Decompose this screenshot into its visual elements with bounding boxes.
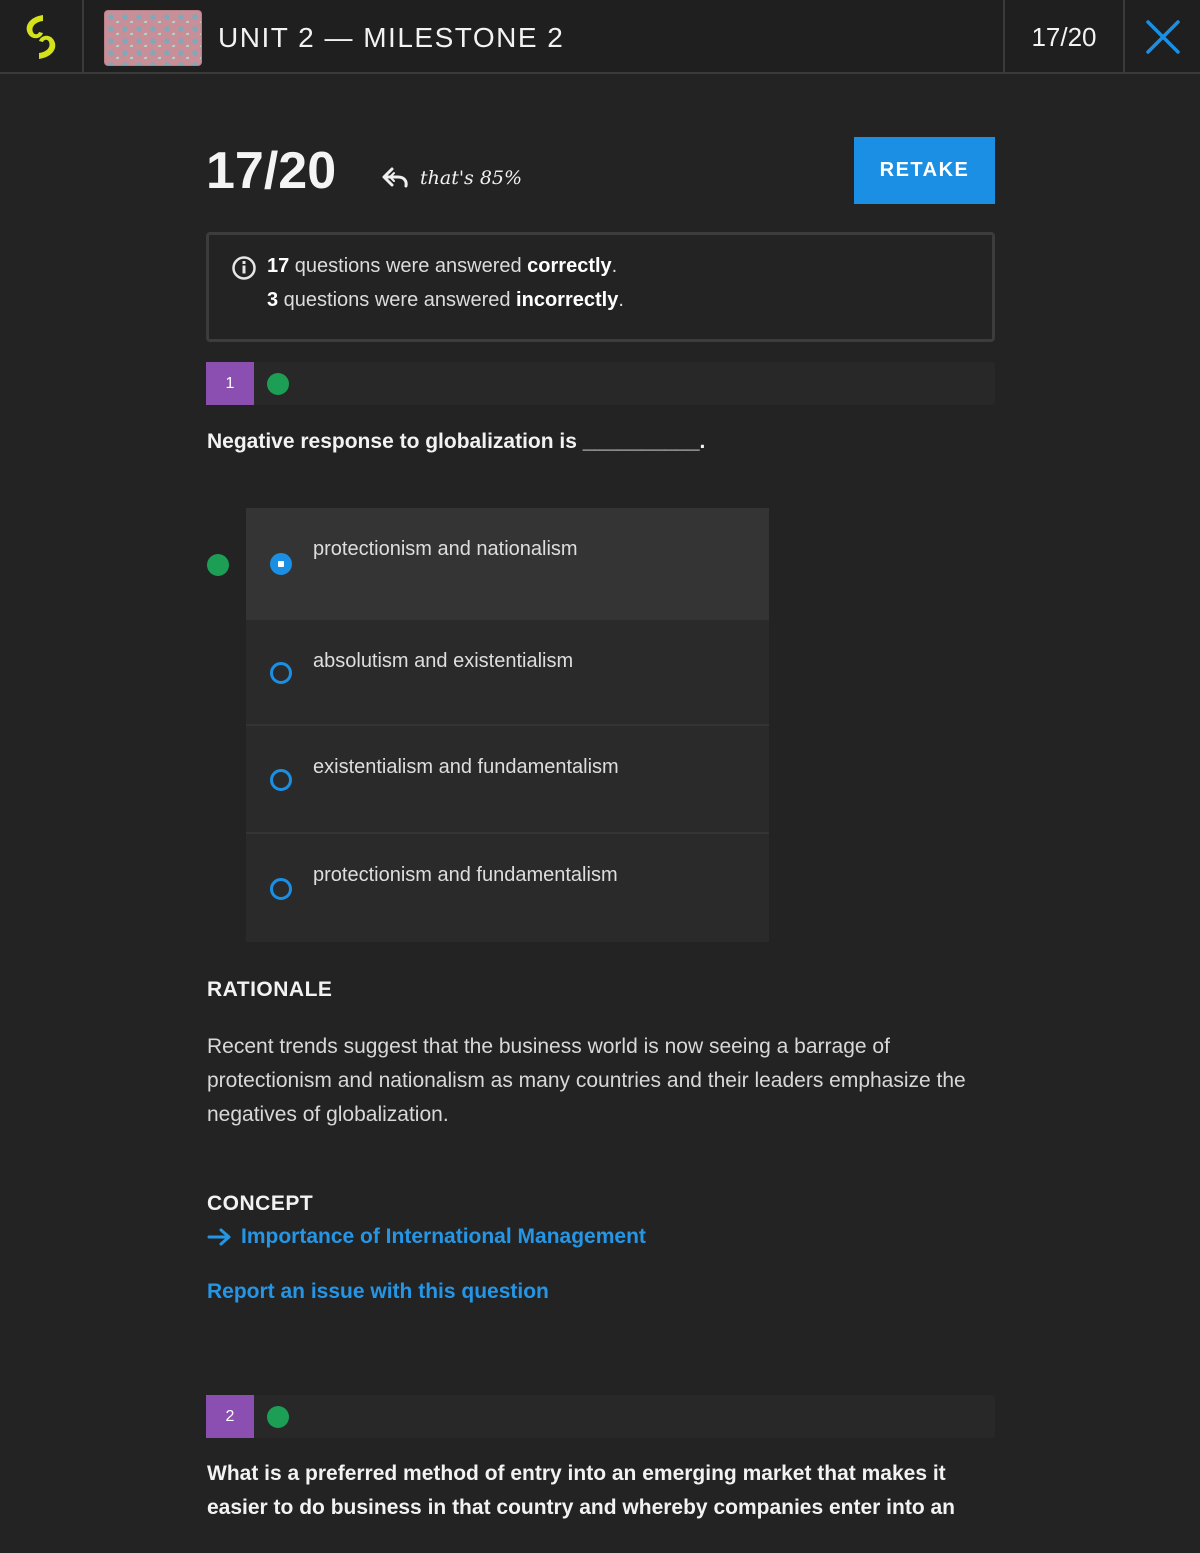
report-issue-link[interactable]: Report an issue with this question bbox=[207, 1280, 549, 1303]
arrow-right-icon bbox=[207, 1227, 233, 1247]
percent-note bbox=[380, 162, 522, 194]
concept-link-text[interactable]: Importance of International Management bbox=[241, 1225, 646, 1248]
correct-status-icon bbox=[267, 1406, 289, 1428]
logo[interactable] bbox=[0, 0, 84, 74]
option-label: protectionism and fundamentalism bbox=[313, 864, 618, 886]
question-1-number: 1 bbox=[206, 362, 254, 405]
question-2-header bbox=[206, 1395, 995, 1438]
unit-title: UNIT 2 — MILESTONE 2 bbox=[218, 22, 565, 53]
summary-correct-line: 17 questions were answered correctly. bbox=[267, 255, 618, 277]
close-button[interactable] bbox=[1125, 0, 1200, 74]
option-label: existentialism and fundamentalism bbox=[313, 756, 619, 778]
question-2-number: 2 bbox=[206, 1395, 254, 1438]
result-score: 17/20 bbox=[206, 142, 337, 200]
question-1-text: Negative response to globalization is __________. bbox=[207, 430, 706, 453]
question-1-header bbox=[206, 362, 995, 405]
radio-icon[interactable] bbox=[270, 662, 292, 684]
option-label: protectionism and nationalism bbox=[313, 538, 578, 560]
close-icon bbox=[1145, 19, 1181, 55]
option-label: absolutism and existentialism bbox=[313, 650, 574, 672]
concept-link[interactable] bbox=[207, 1222, 646, 1252]
answer-option-1[interactable] bbox=[246, 508, 769, 620]
concept-heading: CONCEPT bbox=[207, 1192, 314, 1215]
correct-status-icon bbox=[267, 373, 289, 395]
radio-icon[interactable] bbox=[270, 769, 292, 791]
answer-option-4[interactable] bbox=[246, 834, 769, 942]
radio-icon[interactable] bbox=[270, 878, 292, 900]
course-thumbnail bbox=[104, 10, 202, 66]
radio-selected-icon[interactable] bbox=[270, 553, 292, 575]
correct-answer-icon bbox=[207, 554, 229, 576]
rationale-heading: RATIONALE bbox=[207, 978, 333, 1001]
sophia-logo-icon bbox=[21, 13, 61, 61]
answer-option-2[interactable] bbox=[246, 620, 769, 726]
results-summary bbox=[206, 232, 995, 342]
curved-arrow-icon bbox=[380, 164, 410, 192]
answer-option-3[interactable] bbox=[246, 726, 769, 834]
header-score: 17/20 bbox=[1003, 0, 1125, 74]
question-2-text-line-2: easier to do business in that country and whereby companies enter into an bbox=[207, 1496, 955, 1519]
retake-button[interactable]: RETAKE bbox=[854, 137, 995, 204]
summary-incorrect-line: 3 questions were answered incorrectly. bbox=[267, 289, 624, 311]
top-bar bbox=[0, 0, 1200, 74]
info-icon bbox=[231, 255, 257, 281]
rationale-text: Recent trends suggest that the business world is now seeing a barrage of protectionism and nationalism as many countries and their leaders emphasize the negatives of globalization. bbox=[207, 1035, 966, 1126]
question-2-text-line-1: What is a preferred method of entry into an emerging market that makes it bbox=[207, 1462, 946, 1485]
percent-text: that's 85% bbox=[420, 167, 523, 189]
